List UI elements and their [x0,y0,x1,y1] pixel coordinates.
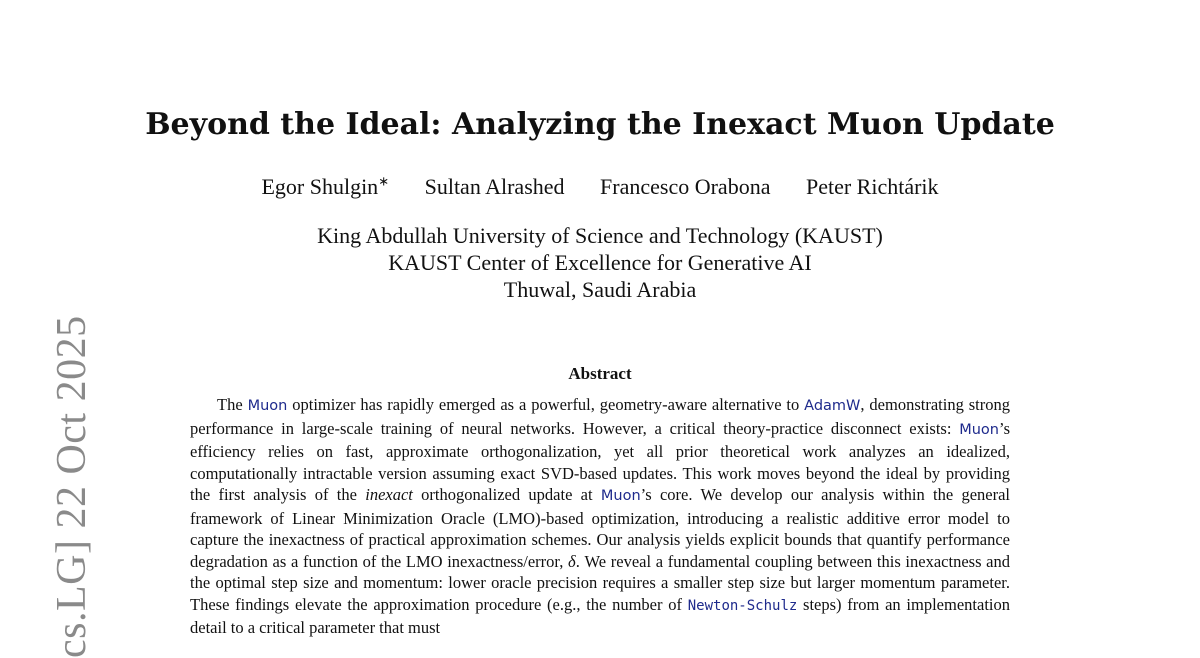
author-4: Peter Richtárik [805,174,939,199]
author-1-name: Egor Shulgin [261,174,379,199]
muon-link[interactable]: Muon [959,421,999,438]
affiliation-institution: King Abdullah University of Science and Technology (KAUST) [317,223,883,248]
affiliation-location: Thuwal, Saudi Arabia [503,277,697,302]
affiliation-center: KAUST Center of Excellence for Generative AI [388,250,812,275]
emphasis-inexact: inexact [365,485,413,504]
affiliations [0,222,1200,303]
muon-link[interactable]: Muon [247,398,288,414]
corresponding-author-marker: ∗ [378,173,390,189]
newton-schulz-link[interactable]: Newton-Schulz [687,597,798,614]
abstract-heading: Abstract [568,364,632,383]
adamw-link[interactable]: AdamW [804,398,861,414]
paper-title: Beyond the Ideal: Analyzing the Inexact Muon Update [145,107,1055,142]
author-2: Sultan Alrashed [424,174,565,199]
author-list [0,174,1200,200]
delta-symbol: δ [568,551,576,571]
arxiv-stamp: cs.LG] 22 Oct 2025 [49,315,95,658]
muon-link[interactable]: Muon [600,488,641,504]
author-3: Francesco Orabona [600,174,771,199]
abstract-body: The Muon optimizer has rapidly emerged as a powerful, geometry-aware alternative to AdamW, demonstrating strong performance in large-scale training of neural networks. However, a critical theory-practice disconnect exists: Muon’s efficiency relies on fast, approximate orthogonalization, yet all prior theoretical work analyzes an idealized, computationally intractable version assuming exact SVD-based updates. This work moves beyond the ideal by providing the first analysis of the inexact orthogonalized update at Muon’s core. We develop our analysis within the general framework of Linear Minimization Oracle (LMO)-based optimization, introducing a realistic additive error model to capture the inexactness of practical approximation schemes. Our analysis yields explicit bounds that quantify performance degradation as a function of the LMO inexactness/error, δ. We reveal a fundamental coupling between this inexactness and the optimal step size and momentum: lower oracle precision requires a smaller step size but larger momentum parameter. These findings elevate the approximation procedure (e.g., the number of Newton-Schulz steps) from an implementation detail to a critical parameter that must [190,395,1011,637]
author-1 [261,174,389,199]
